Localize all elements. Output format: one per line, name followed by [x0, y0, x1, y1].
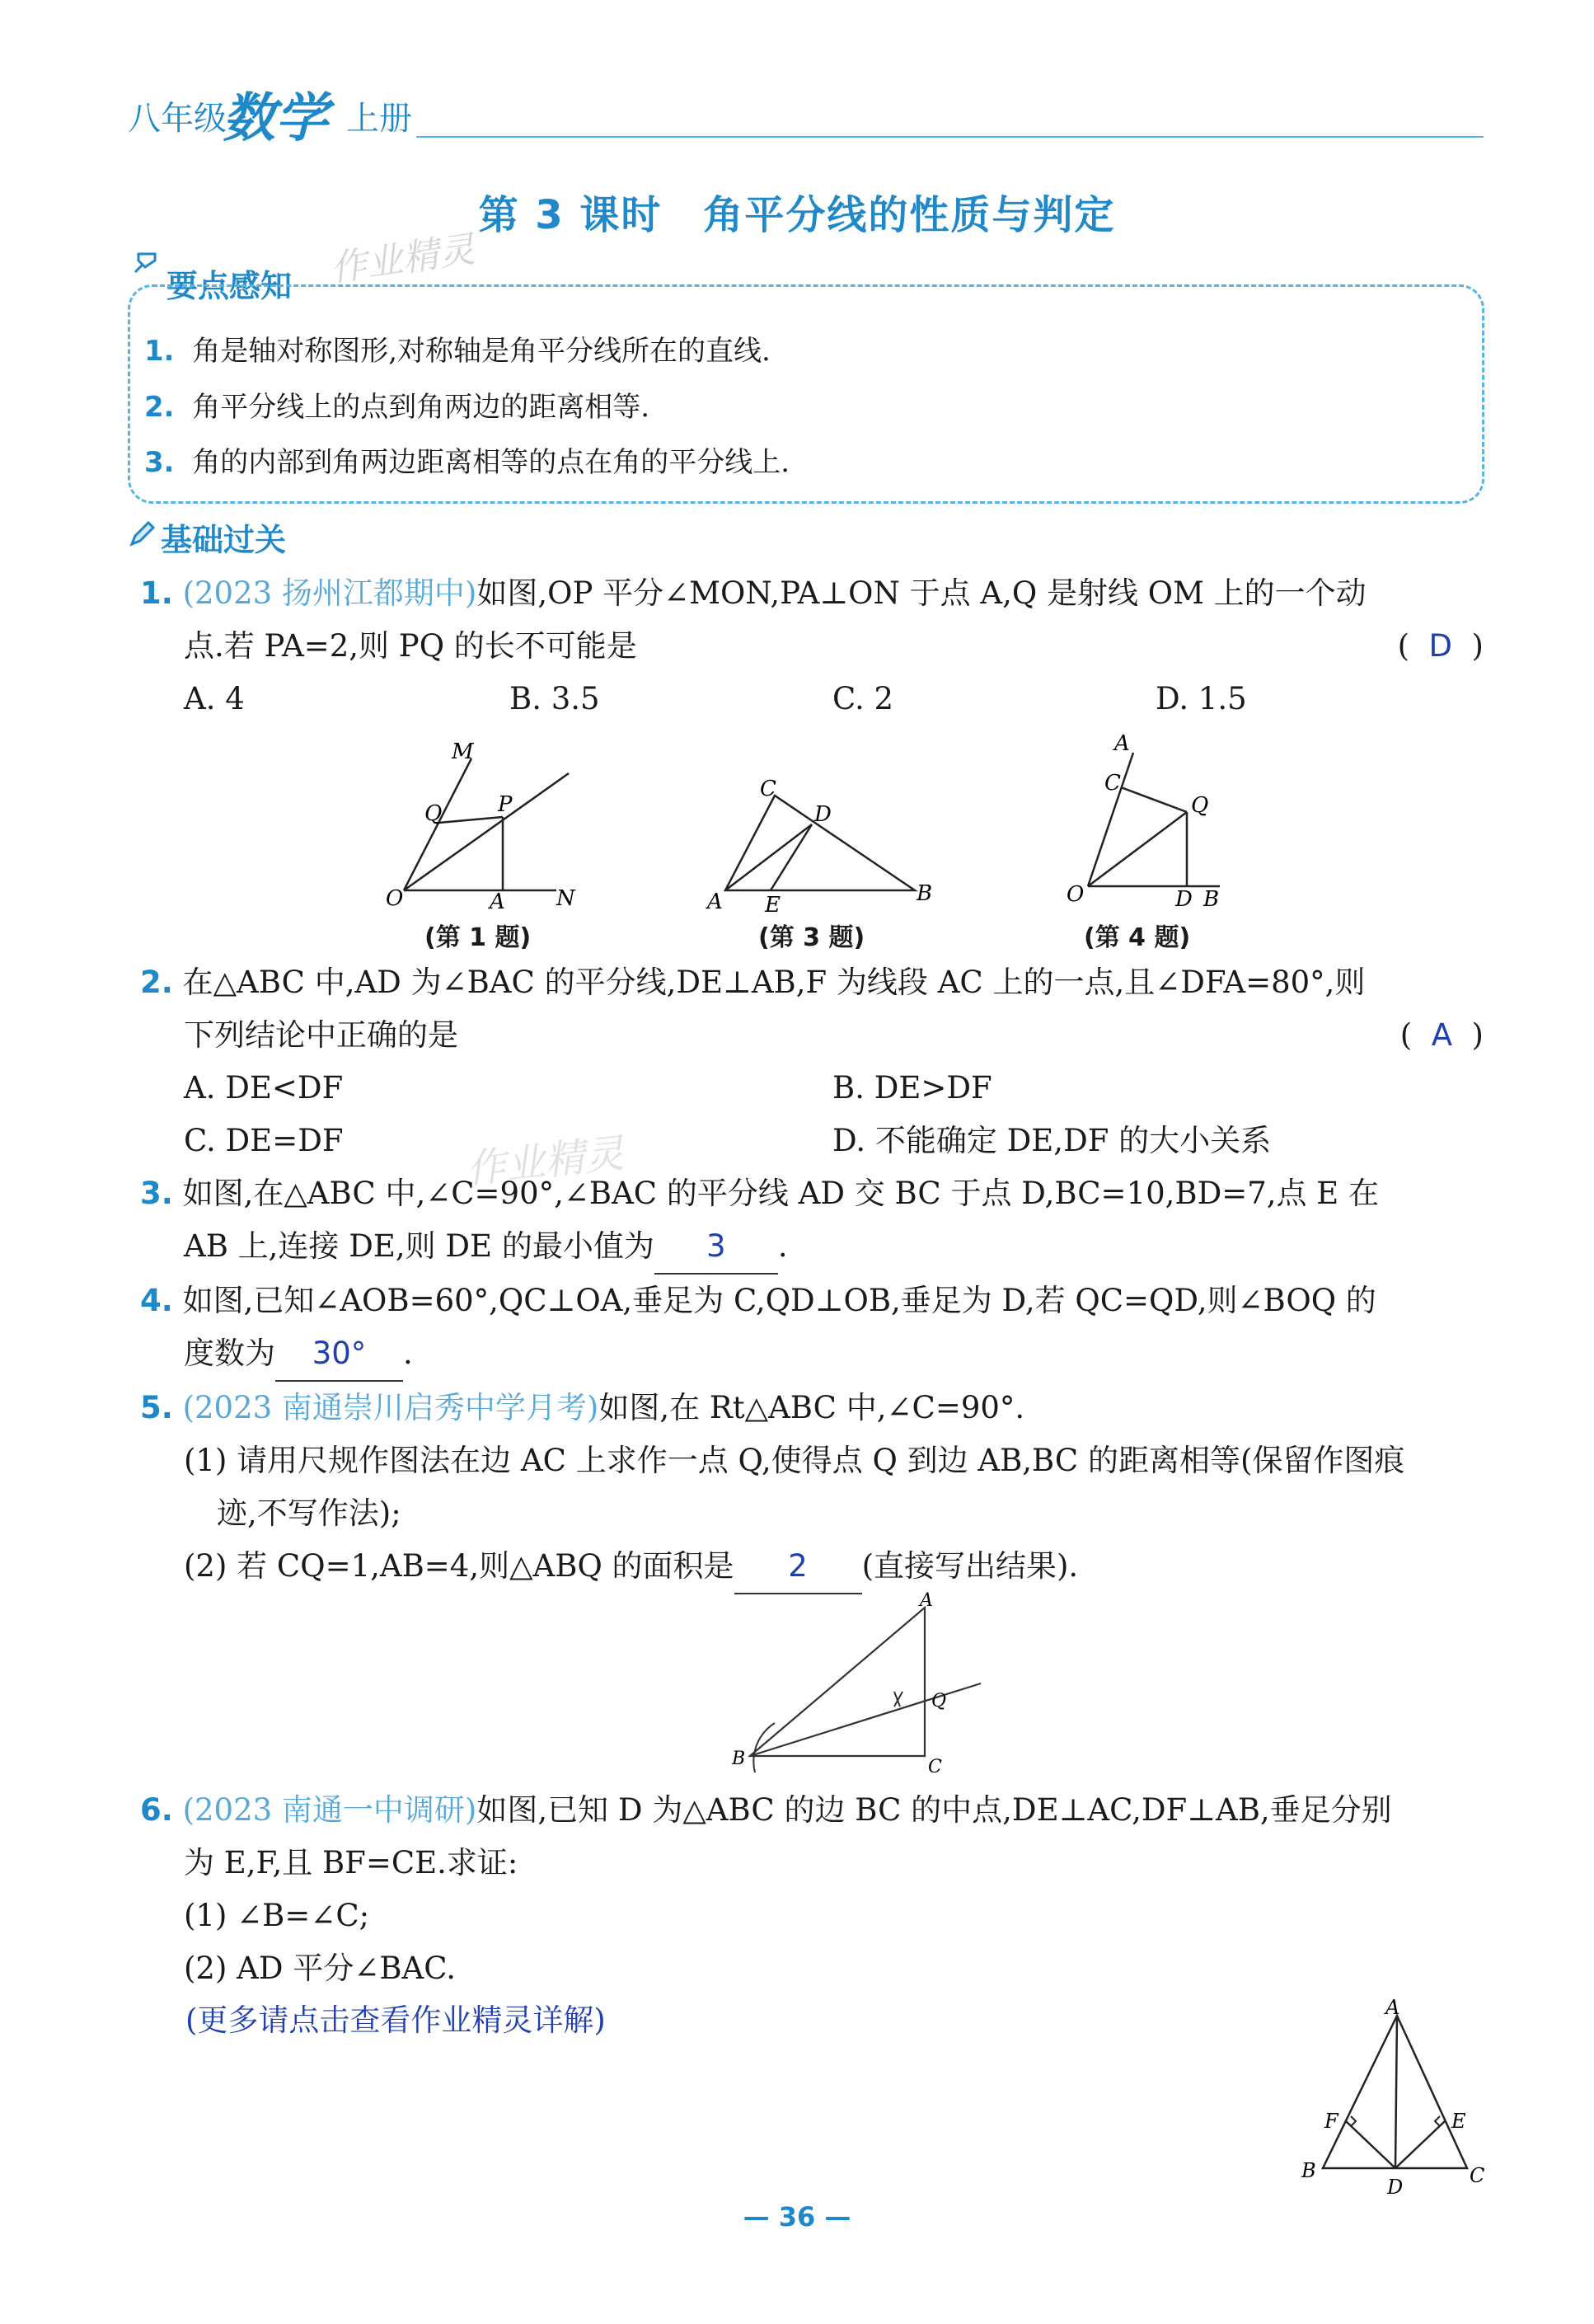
key-point-2: 2. 角平分线上的点到角两边的距离相等.: [144, 391, 650, 424]
label-f: F: [1324, 2110, 1338, 2133]
q1-option-c: C. 2: [832, 681, 894, 716]
segment-de: [771, 824, 812, 890]
label-e: E: [765, 893, 781, 915]
caption-figure-3: (第 3 题): [758, 923, 865, 952]
question-3: 3. 如图,在△ABC 中,∠C=90°,∠BAC 的平分线 AD 交 BC 于点 D,BC=10,BD=7,点 E 在 AB 上,连接 DE,则 DE 的最小值为 3 .: [140, 1167, 1492, 1275]
label-c: C: [1104, 771, 1121, 796]
label-q: Q: [1191, 793, 1209, 818]
header-grade: 八年级: [128, 100, 227, 138]
figure-4: [1055, 730, 1253, 911]
header-volume: 上册: [346, 100, 412, 138]
segment-ad: [725, 824, 812, 890]
segment-ad: [1395, 2016, 1397, 2168]
q1-option-d: D. 1.5: [1156, 681, 1247, 716]
watermark-2: 作业精灵: [464, 1130, 626, 1193]
caption-figure-4: (第 4 题): [1084, 923, 1191, 952]
label-q: Q: [424, 801, 443, 826]
label-a: A: [1114, 731, 1130, 756]
question-6: 6. (2023 南通一中调研)如图,已知 D 为△ABC 的边 BC 的中点,DE⊥AC,DF⊥AB,垂足分别 为 E,F,且 BF=CE.求证: (1) ∠B=∠C; (2) AD 平分∠BAC.: [140, 1792, 1392, 1986]
question-2: 2. 在△ABC 中,AD 为∠BAC 的平分线,DE⊥AB,F 为线段 AC 上的一点,且∠DFA=80°,则 下列结论中正确的是 ( A ) A. DE<DF B. DE>DF C. DE=DF D. 不能确定 DE,DF 的大小关系: [140, 956, 1492, 1167]
q2-option-b: B. DE>DF: [832, 1070, 992, 1106]
page-title: 第 3 课时 角平分线的性质与判定: [478, 192, 1116, 238]
q1-answer: D: [1428, 628, 1453, 664]
page-number: — 36 —: [743, 2201, 851, 2232]
q2-answer: A: [1431, 1017, 1453, 1053]
caption-figure-1: (第 1 题): [424, 923, 532, 952]
label-b: B: [1301, 2159, 1316, 2182]
label-c: C: [760, 777, 776, 801]
q1-option-b: B. 3.5: [509, 681, 600, 716]
label-d: D: [1175, 887, 1193, 911]
label-b: B: [917, 881, 933, 906]
label-c: C: [928, 1757, 942, 1772]
triangle-abc: [750, 1608, 925, 1756]
q3-answer: 3: [654, 1220, 778, 1275]
question-5: 5. (2023 南通崇川启秀中学月考)如图,在 Rt△ABC 中,∠C=90°. (1) 请用尺规作图法在边 AC 上求作一点 Q,使得点 Q 到边 AB,BC 的距离相等(保留作图痕 迹,不写作法); (2) 若 CQ=1,AB=4,则△ABQ 的面积是 2 (直接写出结果).: [140, 1382, 1492, 1594]
label-n: N: [556, 886, 575, 911]
label-a: A: [490, 890, 505, 911]
label-o: O: [386, 886, 404, 911]
q1-option-a: A. 4: [184, 681, 245, 716]
q2-option-c: C. DE=DF: [184, 1123, 344, 1158]
figure-3: [701, 767, 940, 915]
question-1: 1. (2023 扬州江都期中)如图,OP 平分∠MON,PA⊥ON 于点 A,Q 是射线 OM 上的一个动 点.若 PA=2,则 PQ 的长不可能是 ( D ) A. 4 B. 3.5 C. 2 D. 1.5: [140, 567, 1492, 725]
key-point-1: 1. 角是轴对称图形,对称轴是角平分线所在的直线.: [144, 335, 771, 368]
label-o: O: [1067, 882, 1085, 907]
ray-op: [404, 773, 569, 890]
segment-de: [1395, 2121, 1445, 2168]
key-points-heading: 要点感知: [166, 268, 293, 304]
segment-qc: [1121, 787, 1187, 812]
label-b: B: [732, 1749, 746, 1769]
q4-answer: 30°: [275, 1327, 403, 1382]
key-point-3: 3. 角的内部到角两边距离相等的点在角的平分线上.: [144, 446, 790, 479]
label-a: A: [707, 890, 723, 914]
header-subject: 数学: [223, 88, 328, 149]
ray-oq: [1088, 812, 1187, 886]
label-a: A: [920, 1591, 933, 1611]
label-m: M: [452, 739, 474, 764]
q5-answer: 2: [734, 1540, 862, 1594]
label-d: D: [1387, 2176, 1404, 2199]
segment-df: [1346, 2121, 1395, 2168]
label-a: A: [1385, 1999, 1400, 2019]
header-divider: [416, 136, 1484, 138]
q2-option-a: A. DE<DF: [184, 1070, 344, 1106]
pin-icon: [130, 249, 160, 279]
label-b: B: [1203, 887, 1220, 911]
question-4: 4. 如图,已知∠AOB=60°,QC⊥OA,垂足为 C,QD⊥OB,垂足为 D,若 QC=QD,则∠BOQ 的 度数为 30° .: [140, 1275, 1492, 1382]
pencil-icon: [129, 519, 157, 547]
label-c: C: [1470, 2164, 1485, 2187]
figure-1: [379, 734, 585, 911]
label-q: Q: [931, 1691, 947, 1711]
figure-5: [725, 1591, 997, 1772]
label-d: D: [814, 802, 832, 827]
watermark: 作业精灵: [327, 228, 478, 290]
label-e: E: [1451, 2110, 1466, 2133]
q2-option-d: D. 不能确定 DE,DF 的大小关系: [832, 1123, 1272, 1158]
figure-6: [1298, 1999, 1496, 2201]
more-details-link[interactable]: (更多请点击查看作业精灵详解): [185, 2002, 606, 2038]
basics-heading: 基础过关: [161, 522, 287, 558]
segment-pq: [438, 817, 503, 823]
label-p: P: [498, 792, 513, 817]
